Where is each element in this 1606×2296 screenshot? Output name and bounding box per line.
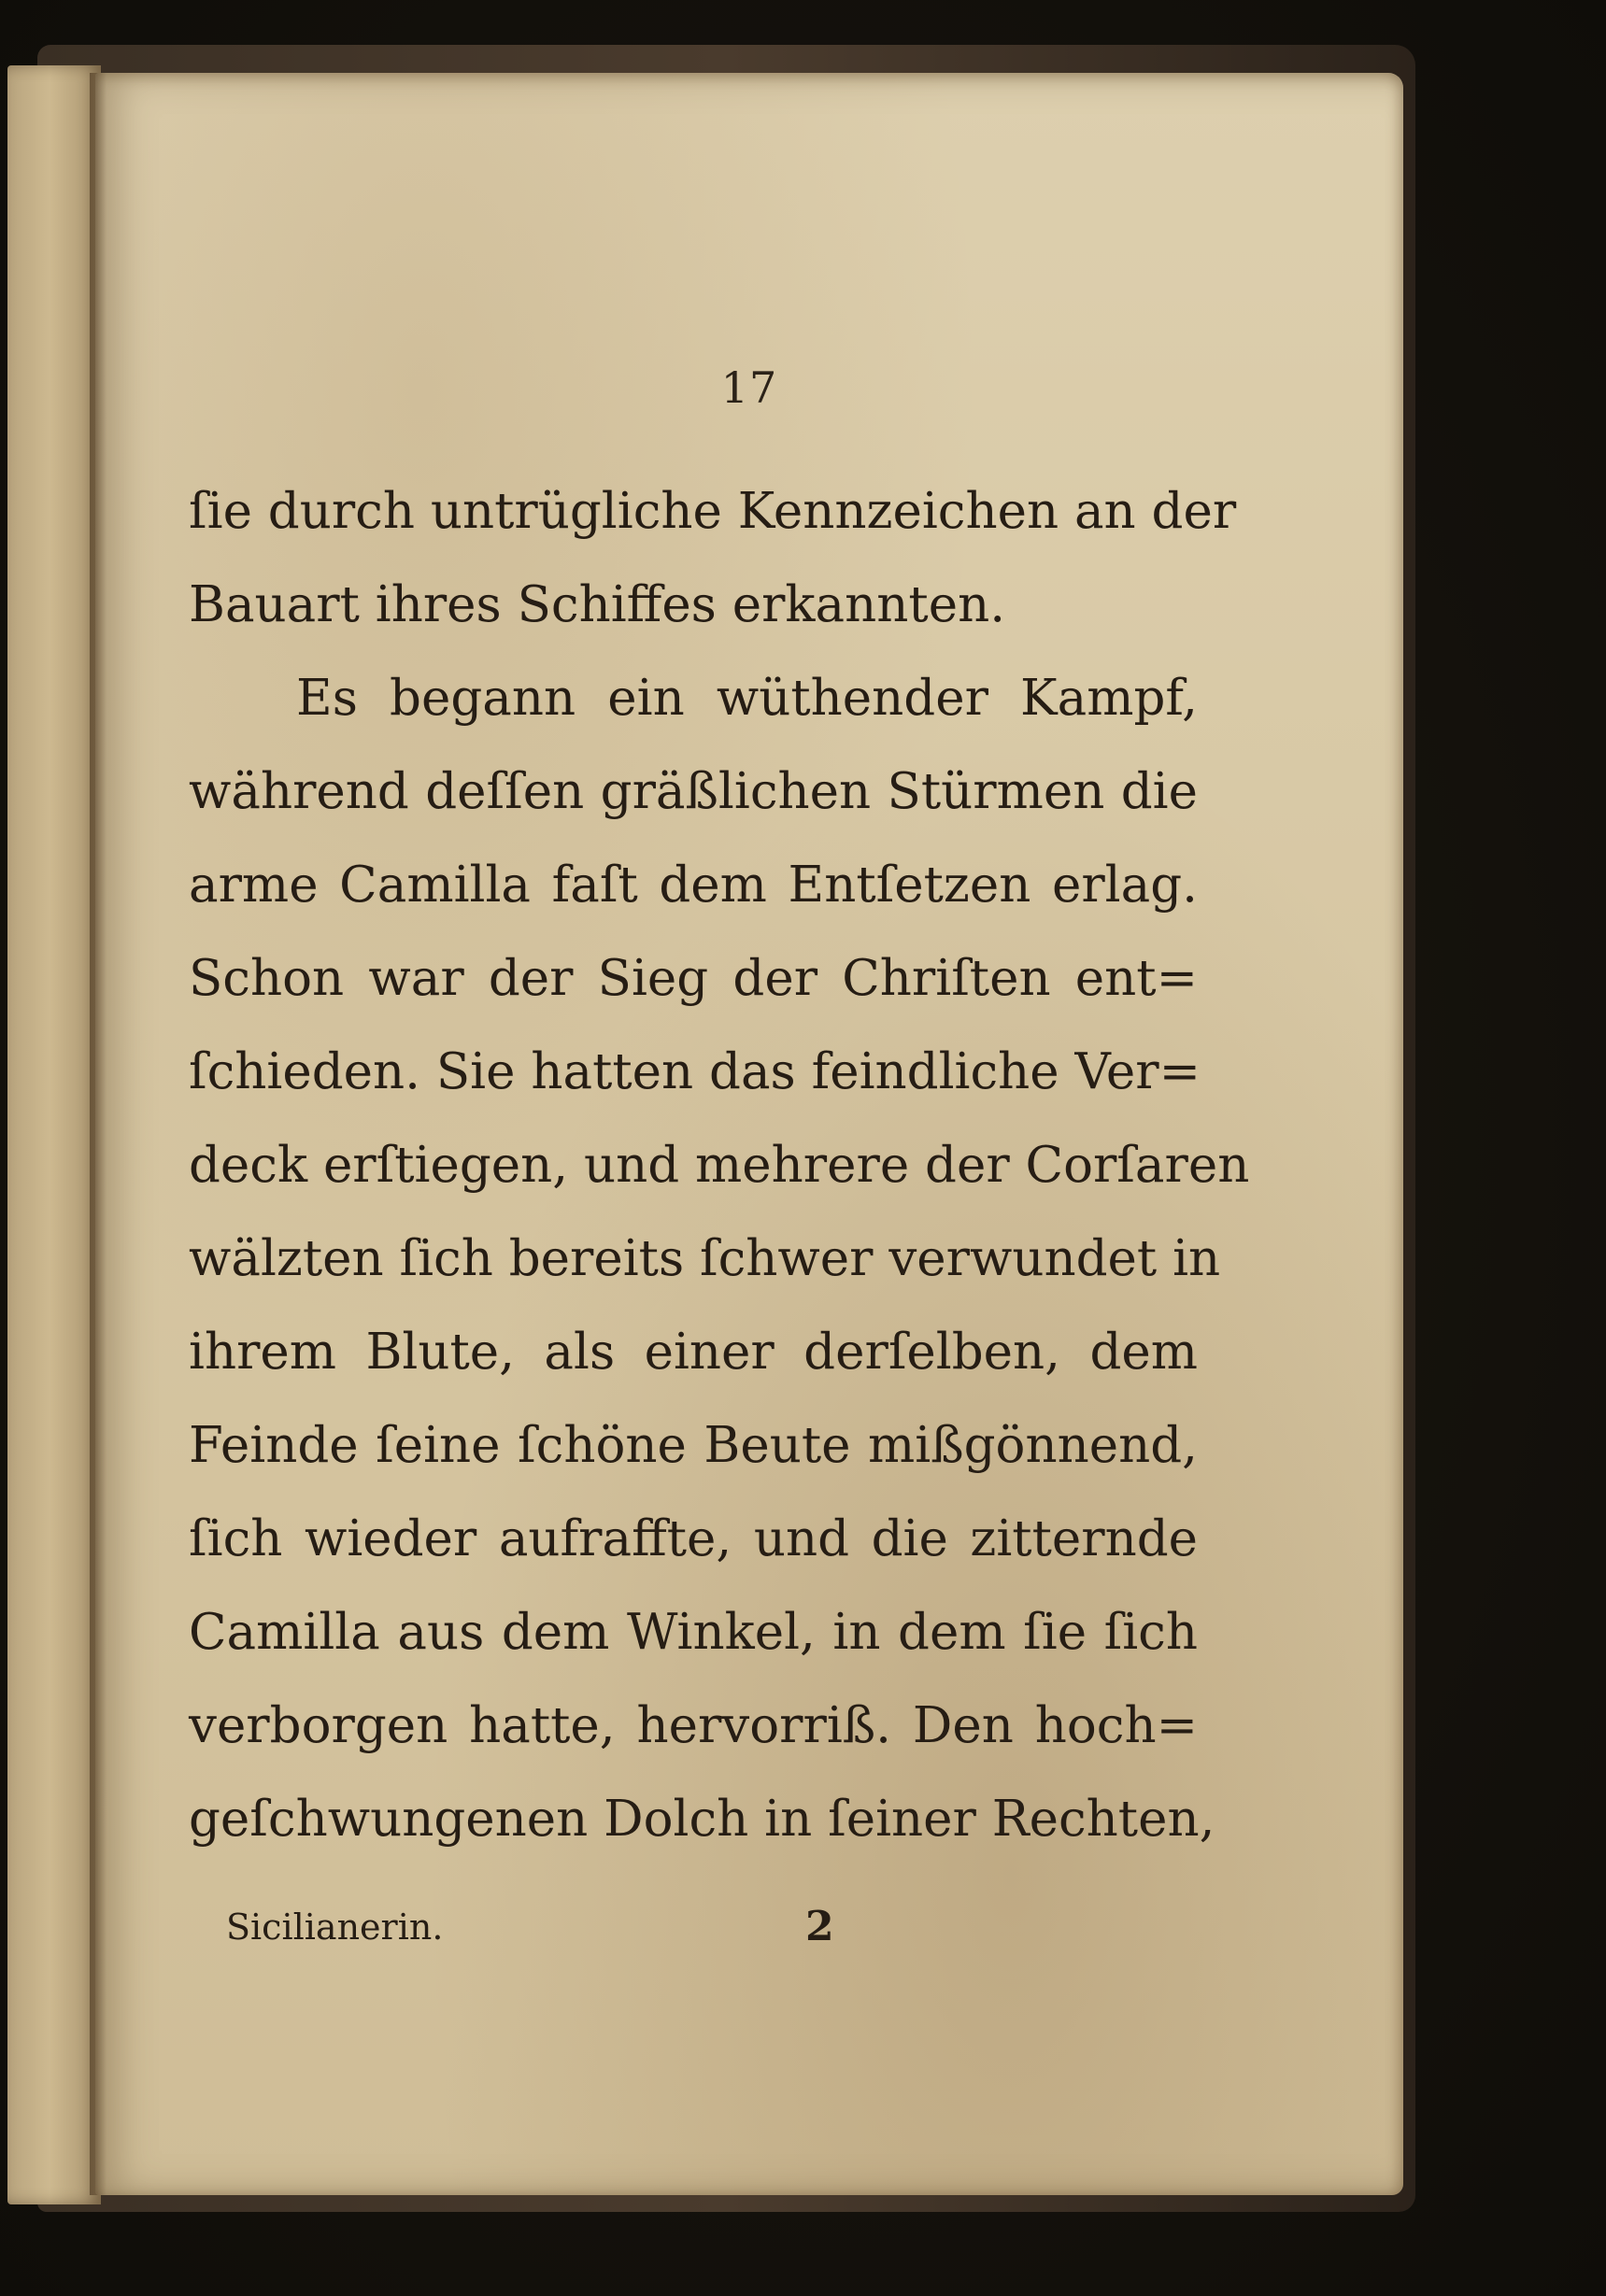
book-page (95, 73, 1403, 2195)
text-line: ſchieden. Sie hatten das feindliche Ver= (189, 1043, 1201, 1100)
body-text (189, 465, 1250, 1866)
text-line: wälzten ſich bereits ſchwer verwundet in (189, 1230, 1221, 1287)
gutter-shadow (90, 73, 107, 2195)
text-line: Feinde ſeine ſchöne Beute mißgönnend, (189, 1417, 1198, 1474)
text-line: deck erſtiegen, und mehrere der Corſaren (189, 1137, 1250, 1194)
text-line: ſich wieder aufraffte, und die zitternde (189, 1510, 1198, 1567)
facing-page-edge (7, 65, 101, 2204)
text-line: Es begann ein wüthender Kampf, (296, 670, 1198, 727)
page-footer (189, 1894, 1198, 1960)
page-number: 17 (720, 362, 778, 413)
text-line: während deſſen gräßlichen Stürmen die (189, 763, 1198, 820)
text-line: Camilla aus dem Winkel, in dem ſie ſich (189, 1604, 1198, 1661)
signature-mark: 2 (805, 1903, 834, 1950)
text-line: ihrem Blute, als einer derſelben, dem (189, 1324, 1198, 1381)
text-line: geſchwungenen Dolch in ſeiner Rechten, (189, 1791, 1215, 1848)
text-line: Schon war der Sieg der Chriſten ent= (189, 950, 1198, 1007)
text-line: arme Camilla faſt dem Entſetzen erlag. (189, 857, 1198, 914)
catchword-title: Sicilianerin. (226, 1906, 444, 1948)
text-line: ſie durch untrügliche Kennzeichen an der (189, 483, 1237, 540)
text-line: Bauart ihres Schiffes erkannten. (189, 576, 1006, 633)
text-line: verborgen hatte, hervorriß. Den hoch= (189, 1697, 1198, 1754)
